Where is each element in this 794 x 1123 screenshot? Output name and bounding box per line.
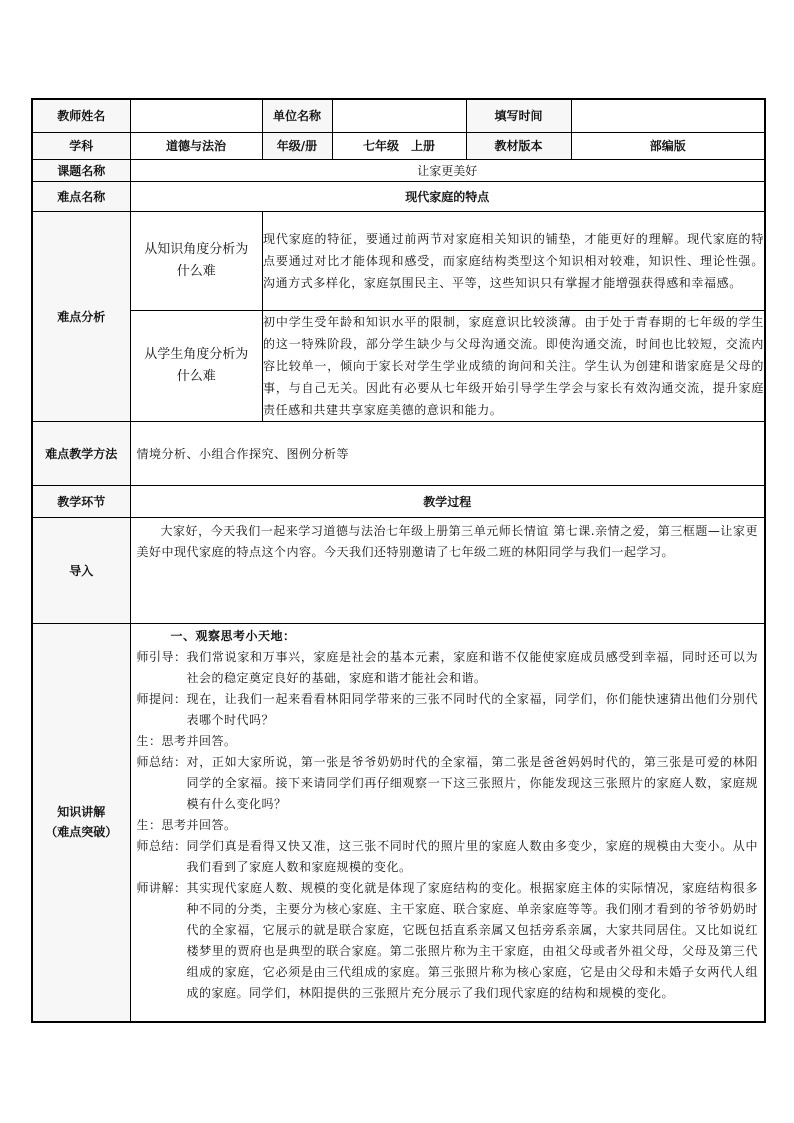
knowledge-angle-label: 从知识角度分析为什么难 — [131, 212, 263, 311]
edition-value: 部编版 — [571, 132, 765, 159]
dialogue-speaker: 师总结： — [136, 839, 187, 853]
dialogue-line — [137, 689, 759, 731]
teaching-stage-label: 教学环节 — [32, 486, 130, 518]
difficulty-name-value: 现代家庭的特点 — [130, 181, 765, 211]
lesson-title-value: 让家更美好 — [130, 159, 765, 181]
knowledge-explain-label — [32, 624, 130, 1022]
dialogue-speaker: 师提问： — [136, 692, 187, 706]
fill-date-label: 填写时间 — [466, 99, 571, 132]
lesson-title-label: 课题名称 — [32, 159, 130, 181]
grade-label: 年级/册 — [262, 132, 332, 159]
dialogue-text: 思考并回答。 — [161, 818, 237, 832]
intro-label: 导入 — [32, 518, 130, 624]
analysis-subtable — [131, 212, 765, 422]
teacher-name-label: 教师姓名 — [32, 99, 130, 132]
dialogue-speaker: 生： — [136, 734, 162, 748]
dialogue-line — [137, 647, 759, 689]
dialogue-text: 其实现代家庭人数、规模的变化就是体现了家庭结构的变化。根据家庭主体的实际情况，家庭结构很多种不同的分类，主要分为核心家庭、主干家庭、联合家庭、单亲家庭等等。我们刚才看到的爷爷奶奶时代的全家福，它展示的就是联合家庭，它既包括直系亲属又包括旁系亲属，大家共同居住。又比如说红楼梦里的贾府也是典型的联合家庭。第二张照片称为主干家庭，由祖父母或者外祖父母，父母及第三代组成的家庭，它必须是由三代组成的家庭。第三张照片称为核心家庭，它是由父母和未婚子女两代人组成的家庭。同学们，林阳提供的三张照片充分展示了我们现代家庭的结构和规模的变化。 — [186, 881, 758, 1000]
dialogue-line — [137, 878, 759, 1004]
teacher-name-value[interactable] — [130, 99, 262, 132]
difficulty-name-label: 难点名称 — [32, 181, 130, 211]
student-angle-text: 初中学生受年龄和知识水平的限制，家庭意识比较淡薄。由于处于青春期的七年级的学生的这一特殊阶段，部分学生缺少与父母沟通交流。即使沟通交流，时间也比较短，交流内容比较单一，倾向于家长对学生学业成绩的询问和关注。学生认为创建和谐家庭是父母的事，与自己无关。因此有必要从七年级开始引导学生学会与家长有效沟通交流，提升家庭责任感和共建共享家庭美德的意识和能力。 — [263, 311, 765, 422]
dialogue-line — [137, 731, 759, 752]
knowledge-angle-text: 现代家庭的特征，要通过前两节对家庭相关知识的铺垫，才能更好的理解。现代家庭的特点要通过对比才能体现和感受，而家庭结构类型这个知识相对较难，知识性、理论性强。沟通方式多样化，家庭氛围民主、平等，这些知识只有掌握才能增强获得感和幸福感。 — [263, 212, 765, 311]
dialogue-speaker: 师引导： — [136, 650, 187, 664]
dialogue-speaker: 师讲解： — [136, 881, 187, 895]
knowledge-explain-cell — [130, 624, 765, 1022]
dialogue-speaker: 师总结： — [136, 755, 187, 769]
student-angle-label: 从学生角度分析为什么难 — [131, 311, 263, 422]
edition-label: 教材版本 — [466, 132, 571, 159]
grade-value: 七年级 上册 — [332, 132, 466, 159]
dialogue-text: 同学们真是看得又快又准，这三张不同时代的照片里的家庭人数由多变少，家庭的规模由大变小。从中我们看到了家庭人数和家庭规模的变化。 — [186, 839, 758, 874]
dialogue-line — [137, 836, 759, 878]
difficulty-analysis-label: 难点分析 — [32, 211, 130, 422]
knowledge-explain-subtitle: （难点突破） — [45, 825, 118, 840]
subject-value: 道德与法治 — [130, 132, 262, 159]
dialogue-text: 我们常说家和万事兴，家庭是社会的基本元素，家庭和谐不仅能使家庭成员感受到幸福，同时还可以为社会的稳定奠定良好的基础，家庭和谐才能社会和谐。 — [186, 650, 758, 685]
subject-label: 学科 — [32, 132, 130, 159]
dialogue-line — [137, 815, 759, 836]
unit-name-value[interactable] — [332, 99, 466, 132]
knowledge-explain-title: 知识讲解 — [57, 805, 106, 820]
dialogue-text: 对，正如大家所说，第一张是爷爷奶奶时代的全家福，第二张是爸爸妈妈时代的，第三张是可爱的林阳同学的全家福。接下来请同学们再仔细观察一下这三张照片，你能发现这三张照片的家庭人数，家庭规模有什么变化吗？ — [186, 755, 758, 811]
dialogue-text: 思考并回答。 — [161, 734, 237, 748]
difficulty-analysis-cell — [130, 211, 765, 422]
lesson-plan-table — [31, 98, 766, 1023]
intro-cell — [130, 518, 765, 624]
teaching-method-label: 难点教学方法 — [32, 422, 130, 486]
unit-name-label: 单位名称 — [262, 99, 332, 132]
fill-date-value[interactable] — [571, 99, 765, 132]
teaching-method-value: 情境分析、小组合作探究、图例分析等 — [130, 422, 765, 486]
dialogue-text: 现在，让我们一起来看看林阳同学带来的三张不同时代的全家福，同学们，你们能快速猜出他们分别代表哪个时代吗？ — [186, 692, 758, 727]
dialogue-line — [137, 752, 759, 815]
teaching-process-label: 教学过程 — [130, 486, 765, 518]
intro-text: 大家好，今天我们一起来学习道德与法治七年级上册第三单元师长情谊 第七课.亲情之爱，第三框题—让家更美好中现代家庭的特点这个内容。今天我们还特别邀请了七年级二班的林阳同学与我们一起学习。 — [136, 524, 758, 559]
section-heading: 一、观察思考小天地： — [170, 629, 296, 643]
dialogue-list — [137, 647, 759, 1004]
dialogue-speaker: 生： — [136, 818, 162, 832]
